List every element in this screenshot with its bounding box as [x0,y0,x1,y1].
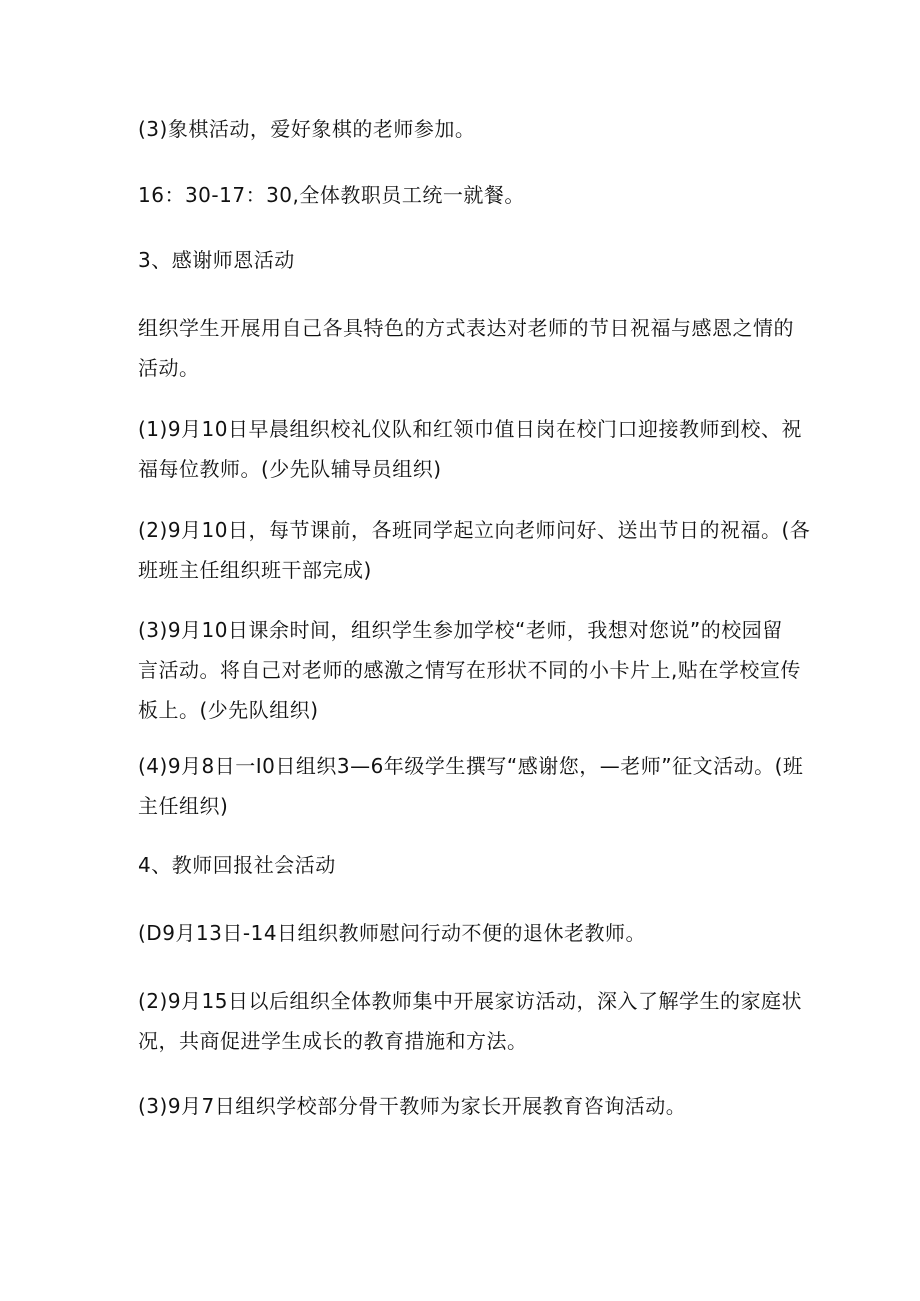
paragraph-item-4 [138,746,804,826]
paragraph-dinner-time [138,175,788,215]
text-line: 板上。(少先队组织) [138,698,319,722]
text-line: (3)9月7日组织学校部分骨干教师为家长开展教育咨询活动。 [138,1094,687,1118]
paragraph-item-1 [138,409,803,489]
text-line: 组织学生开展用自己各具特色的方式表达对老师的节日祝福与感恩之情的 [138,316,794,340]
paragraph-item-2 [138,510,811,590]
text-line: (4)9月8日一I0日组织3—6年级学生撰写“感谢您，—老师”征文活动。(班 [138,754,804,778]
text-line: 3、感谢师恩活动 [138,248,295,272]
text-line: (2)9月15日以后组织全体教师集中开展家访活动，深入了解学生的家庭状 [138,989,803,1013]
section-heading-thank-teachers [138,240,788,280]
text-line: 4、教师回报社会活动 [138,853,336,877]
text-line: (1)9月10日早晨组织校礼仪队和红领巾值日岗在校门口迎接教师到校、祝 [138,417,803,441]
paragraph-home-visits [138,981,803,1061]
paragraph-parent-consultation [138,1086,788,1126]
text-line: 16：30-17：30,全体教职员工统一就餐。 [138,183,525,207]
text-line: 活动。 [138,356,200,380]
section-heading-teachers-give-back [138,845,788,885]
text-line: (2)9月10日，每节课前，各班同学起立向老师问好、送出节日的祝福。(各 [138,518,811,542]
text-line: 况，共商促进学生成长的教育措施和方法。 [138,1029,528,1053]
paragraph-chess-activity [138,109,788,149]
text-line: (D9月13日-14日组织教师慰问行动不便的退休老教师。 [138,921,647,945]
text-line: 言活动。将自己对老师的感激之情写在形状不同的小卡片上,贴在学校宣传 [138,658,801,682]
paragraph-item-3 [138,610,801,730]
paragraph-organize-students [138,308,794,388]
text-line: 福每位教师。(少先队辅导员组织) [138,457,442,481]
text-line: (3)象棋活动，爱好象棋的老师参加。 [138,117,476,141]
text-line: 主任组织) [138,794,229,818]
text-line: (3)9月10日课余时间，组织学生参加学校“老师，我想对您说”的校园留 [138,618,783,642]
paragraph-visit-retired-teachers [138,913,788,953]
text-line: 班班主任组织班干部完成) [138,558,372,582]
